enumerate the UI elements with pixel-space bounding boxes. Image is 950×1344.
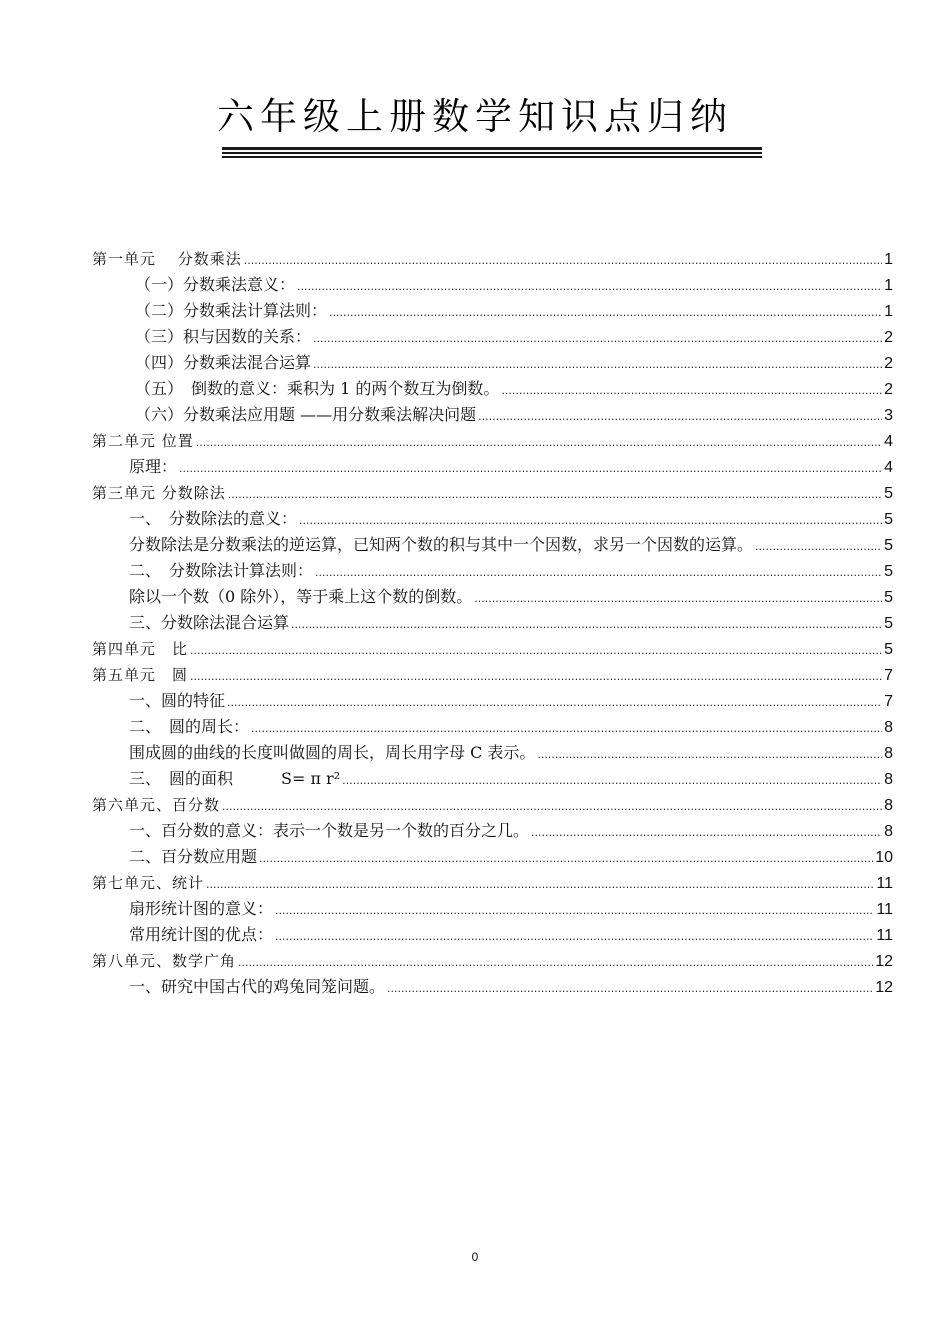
toc-dot-leader — [228, 482, 882, 508]
toc-entry-title: （二）分数乘法计算法则： — [135, 301, 328, 320]
toc-entry-title: 第八单元、数学广角 — [92, 952, 237, 970]
toc-page-number: 3 — [884, 407, 893, 424]
toc-section-entry[interactable] — [92, 558, 893, 584]
toc-entry-title: 二、 圆的周长： — [129, 717, 250, 736]
toc-unit-entry[interactable] — [92, 636, 893, 662]
toc-dot-leader — [227, 690, 882, 716]
toc-dot-leader — [313, 352, 882, 378]
toc-page-number: 12 — [875, 979, 893, 996]
toc-dot-leader — [275, 898, 874, 924]
toc-entry-title: 三、 圆的面积 S= π r² — [129, 769, 341, 788]
toc-entry-title: （一）分数乘法意义： — [135, 275, 296, 294]
toc-unit-entry[interactable] — [92, 792, 893, 818]
toc-entry-title: 第一单元 分数乘法 — [92, 250, 242, 268]
toc-page-number: 4 — [884, 433, 893, 450]
toc-dot-leader — [313, 326, 882, 352]
toc-page-number: 8 — [884, 771, 893, 788]
toc-section-entry[interactable] — [92, 324, 893, 350]
toc-section-entry[interactable] — [92, 844, 893, 870]
toc-section-entry[interactable] — [92, 402, 893, 428]
toc-page-number: 5 — [884, 511, 893, 528]
toc-dot-leader — [238, 950, 873, 976]
toc-dot-leader — [244, 248, 882, 274]
toc-page-number: 10 — [875, 849, 893, 866]
toc-dot-leader — [251, 716, 882, 742]
toc-entry-title: 常用统计图的优点： — [129, 925, 274, 944]
toc-section-entry[interactable] — [92, 974, 893, 1000]
toc-dot-leader — [315, 560, 882, 586]
toc-entry-title: 二、百分数应用题 — [129, 847, 258, 866]
toc-section-entry[interactable] — [92, 766, 893, 792]
toc-entry-title: （六）分数乘法应用题 ——用分数乘法解决问题 — [135, 405, 477, 424]
toc-section-entry[interactable] — [92, 298, 893, 324]
toc-dot-leader — [297, 274, 882, 300]
toc-section-entry[interactable] — [92, 896, 893, 922]
toc-page-number: 7 — [884, 667, 893, 684]
toc-entry-title: 第三单元 分数除法 — [92, 484, 226, 502]
toc-unit-entry[interactable] — [92, 246, 893, 272]
toc-entry-title: 围成圆的曲线的长度叫做圆的周长，周长用字母 C 表示。 — [129, 743, 536, 762]
toc-dot-leader — [222, 794, 882, 820]
toc-dot-leader — [179, 456, 882, 482]
toc-dot-leader — [478, 404, 882, 430]
toc-entry-title: 第六单元、百分数 — [92, 796, 221, 814]
toc-page-number: 11 — [876, 927, 893, 944]
toc-page-number: 1 — [884, 303, 893, 320]
toc-entry-title: 一、研究中国古代的鸡兔同笼问题。 — [129, 977, 386, 996]
toc-page-number: 8 — [884, 745, 893, 762]
toc-section-entry[interactable] — [92, 584, 893, 610]
toc-dot-leader — [342, 768, 882, 794]
toc-dot-leader — [190, 664, 882, 690]
toc-section-entry[interactable] — [92, 688, 893, 714]
toc-page-number: 4 — [884, 459, 893, 476]
toc-section-entry[interactable] — [92, 740, 893, 766]
title-underline-rule — [222, 156, 762, 158]
toc-page-number: 12 — [875, 953, 893, 970]
toc-dot-leader — [531, 820, 882, 846]
page-number: 0 — [471, 1250, 479, 1264]
toc-dot-leader — [474, 586, 882, 612]
toc-entry-title: 分数除法是分数乘法的逆运算，已知两个数的积与其中一个因数，求另一个因数的运算。 — [129, 535, 754, 554]
toc-dot-leader — [755, 534, 882, 560]
toc-entry-title: 三、分数除法混合运算 — [129, 613, 290, 632]
toc-dot-leader — [206, 872, 874, 898]
toc-entry-title: （三）积与因数的关系： — [135, 327, 312, 346]
toc-dot-leader — [299, 508, 882, 534]
toc-entry-title: 一、 分数除法的意义： — [129, 509, 298, 528]
toc-page-number: 5 — [884, 537, 893, 554]
toc-page-number: 8 — [884, 719, 893, 736]
title-underline-rule — [222, 152, 762, 154]
toc-section-entry[interactable] — [92, 272, 893, 298]
toc-dot-leader — [537, 742, 882, 768]
toc-unit-entry[interactable] — [92, 948, 893, 974]
toc-unit-entry[interactable] — [92, 870, 893, 896]
toc-page-number: 5 — [884, 641, 893, 658]
toc-entry-title: 一、百分数的意义：表示一个数是另一个数的百分之几。 — [129, 821, 530, 840]
toc-entry-title: 除以一个数（0 除外），等于乘上这个数的倒数。 — [129, 587, 473, 606]
toc-page-number: 1 — [884, 251, 893, 268]
toc-page-number: 5 — [884, 589, 893, 606]
toc-dot-leader — [196, 430, 882, 456]
toc-unit-entry[interactable] — [92, 428, 893, 454]
toc-page-number: 5 — [884, 563, 893, 580]
toc-section-entry[interactable] — [92, 922, 893, 948]
toc-section-entry[interactable] — [92, 610, 893, 636]
toc-entry-title: （五） 倒数的意义：乘积为 1 的两个数互为倒数。 — [135, 379, 500, 398]
toc-dot-leader — [501, 378, 882, 404]
table-of-contents — [92, 246, 893, 1000]
toc-page-number: 5 — [884, 615, 893, 632]
toc-dot-leader — [259, 846, 873, 872]
toc-section-entry[interactable] — [92, 376, 893, 402]
toc-section-entry[interactable] — [92, 454, 893, 480]
toc-section-entry[interactable] — [92, 532, 893, 558]
toc-entry-title: 一、圆的特征 — [129, 691, 226, 710]
toc-unit-entry[interactable] — [92, 480, 893, 506]
toc-page-number: 2 — [884, 329, 893, 346]
toc-page-number: 2 — [884, 355, 893, 372]
toc-entry-title: 第七单元、统计 — [92, 874, 205, 892]
toc-entry-title: 二、 分数除法计算法则： — [129, 561, 314, 580]
toc-page-number: 8 — [884, 797, 893, 814]
toc-entry-title: 第五单元 圆 — [92, 666, 189, 684]
toc-dot-leader — [329, 300, 882, 326]
toc-section-entry[interactable] — [92, 818, 893, 844]
toc-entry-title: 原理： — [129, 457, 178, 476]
toc-page-number: 11 — [876, 901, 893, 918]
toc-dot-leader — [387, 976, 873, 1002]
toc-entry-title: 扇形统计图的意义： — [129, 899, 274, 918]
toc-page-number: 7 — [884, 693, 893, 710]
document-title: 六年级上册数学知识点归纳 — [217, 95, 733, 138]
toc-dot-leader — [190, 638, 882, 664]
toc-section-entry[interactable] — [92, 714, 893, 740]
toc-page-number: 2 — [884, 381, 893, 398]
toc-entry-title: 第四单元 比 — [92, 640, 189, 658]
toc-unit-entry[interactable] — [92, 662, 893, 688]
toc-section-entry[interactable] — [92, 506, 893, 532]
toc-page-number: 1 — [884, 277, 893, 294]
toc-dot-leader — [291, 612, 882, 638]
toc-section-entry[interactable] — [92, 350, 893, 376]
toc-entry-title: （四）分数乘法混合运算 — [135, 353, 312, 372]
toc-page-number: 8 — [884, 823, 893, 840]
toc-entry-title: 第二单元 位置 — [92, 432, 194, 450]
toc-page-number: 5 — [884, 485, 893, 502]
toc-page-number: 11 — [876, 875, 893, 892]
title-underline-rule — [222, 147, 762, 150]
toc-dot-leader — [275, 924, 874, 950]
